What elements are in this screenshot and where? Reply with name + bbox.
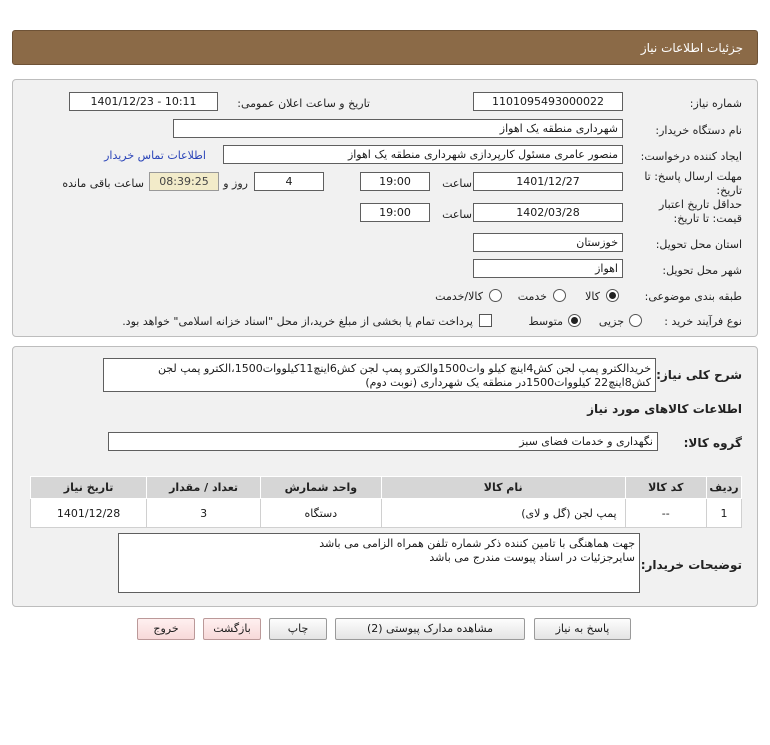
province-label: استان محل تحویل: bbox=[655, 238, 742, 251]
goods-group-field: نگهداری و خدمات فضای سبز bbox=[108, 432, 658, 451]
need-number-field: 1101095493000022 bbox=[473, 92, 623, 111]
validity-label-line2: قیمت: تا تاریخ: bbox=[673, 212, 742, 225]
page-header bbox=[12, 30, 758, 65]
treasury-payment-note: پرداخت تمام یا بخشی از مبلغ خرید،از محل "اسناد خزانه اسلامی" خواهد بود. bbox=[122, 315, 473, 328]
summary-text: خریدالکترو پمپ لجن کش4اینچ کیلو وات1500والکترو پمپ لجن کش6اینچ11کیلووات1500،الکترو پمپ لجن کش8اینچ22 کیلووات1500در منطقه یک شهرداری (نوبت دوم) bbox=[103, 358, 656, 392]
validity-time-label: ساعت bbox=[442, 208, 472, 221]
col-qty-header: تعداد / مقدار bbox=[147, 477, 261, 499]
category-service-radio[interactable] bbox=[553, 289, 566, 302]
row-qty-cell: 3 bbox=[147, 499, 261, 528]
goods-section-title: اطلاعات کالاهای مورد نیاز bbox=[587, 402, 742, 416]
days-label: روز و bbox=[223, 177, 248, 190]
category-goods-label: کالا bbox=[585, 290, 600, 303]
buyer-notes-line2: سایرجزئیات در اسناد پیوست مندرج می باشد bbox=[429, 551, 635, 564]
deadline-time-label: ساعت bbox=[442, 177, 472, 190]
creator-field: منصور عامری مسئول کارپردازی شهرداری منطقه یک اهواز bbox=[223, 145, 623, 164]
print-button[interactable]: چاپ bbox=[269, 618, 327, 640]
announce-datetime-field: 1401/12/23 - 10:11 bbox=[69, 92, 218, 111]
col-row-header: ردیف bbox=[706, 477, 741, 499]
purchase-medium-label: متوسط bbox=[528, 315, 563, 328]
buyer-notes-box bbox=[118, 533, 640, 593]
creator-label: ایجاد کننده درخواست: bbox=[640, 150, 742, 163]
row-name-cell: پمپ لجن (گل و لای) bbox=[381, 499, 625, 528]
deadline-date-field: 1401/12/27 bbox=[473, 172, 623, 191]
city-field: اهواز bbox=[473, 259, 623, 278]
exit-button[interactable]: خروج bbox=[137, 618, 195, 640]
col-code-header: کد کالا bbox=[625, 477, 706, 499]
goods-group-label: گروه کالا: bbox=[683, 436, 742, 450]
category-both-label: کالا/خدمت bbox=[435, 290, 483, 303]
buyer-notes-line1: جهت هماهنگی با تامین کننده ذکر شماره تلفن همراه الزامی می باشد bbox=[319, 537, 635, 550]
buyer-notes-label: توضیحات خریدار: bbox=[640, 558, 742, 572]
col-date-header: تاریخ نیاز bbox=[31, 477, 147, 499]
table-row bbox=[31, 499, 742, 528]
remaining-time-field: 08:39:25 bbox=[149, 172, 219, 191]
validity-date-field: 1402/03/28 bbox=[473, 203, 623, 222]
need-number-label: شماره نیاز: bbox=[689, 97, 742, 110]
category-goods-radio[interactable] bbox=[606, 289, 619, 302]
purchase-minor-label: جزیی bbox=[598, 315, 624, 328]
city-label: شهر محل تحویل: bbox=[662, 264, 742, 277]
buyer-org-label: نام دستگاه خریدار: bbox=[655, 124, 742, 137]
purchase-minor-radio[interactable] bbox=[629, 314, 642, 327]
remaining-time-label: ساعت باقی مانده bbox=[62, 177, 144, 190]
goods-table bbox=[30, 476, 742, 528]
col-name-header: نام کالا bbox=[381, 477, 625, 499]
deadline-time-field: 19:00 bbox=[360, 172, 430, 191]
reply-button[interactable]: پاسخ به نیاز bbox=[534, 618, 631, 640]
row-index-cell: 1 bbox=[706, 499, 741, 528]
col-unit-header: واحد شمارش bbox=[260, 477, 381, 499]
treasury-payment-checkbox[interactable] bbox=[479, 314, 492, 327]
validity-time-field: 19:00 bbox=[360, 203, 430, 222]
category-label: طبقه بندی موضوعی: bbox=[644, 290, 742, 303]
category-service-label: خدمت bbox=[517, 290, 547, 303]
back-button[interactable]: بازگشت bbox=[203, 618, 261, 640]
view-attachments-button[interactable]: مشاهده مدارک پیوستی (2) bbox=[335, 618, 525, 640]
row-unit-cell: دستگاه bbox=[260, 499, 381, 528]
goods-table-header bbox=[31, 477, 742, 499]
row-code-cell: -- bbox=[625, 499, 706, 528]
days-remaining-field: 4 bbox=[254, 172, 324, 191]
validity-label-line1: حداقل تاریخ اعتبار bbox=[658, 198, 742, 211]
purchase-medium-radio[interactable] bbox=[568, 314, 581, 327]
deadline-label: مهلت ارسال پاسخ: تا تاریخ: bbox=[644, 170, 742, 197]
purchase-type-label: نوع فرآیند خرید : bbox=[664, 315, 742, 328]
province-field: خوزستان bbox=[473, 233, 623, 252]
buyer-org-field: شهرداری منطقه یک اهواز bbox=[173, 119, 623, 138]
announce-label: تاریخ و ساعت اعلان عمومی: bbox=[237, 97, 370, 110]
page-title: جزئیات اطلاعات نیاز bbox=[640, 41, 743, 55]
summary-label: شرح کلی نیاز: bbox=[656, 368, 742, 382]
category-both-radio[interactable] bbox=[489, 289, 502, 302]
row-date-cell: 1401/12/28 bbox=[31, 499, 147, 528]
buyer-contact-link[interactable]: اطلاعات تماس خریدار bbox=[104, 149, 206, 162]
